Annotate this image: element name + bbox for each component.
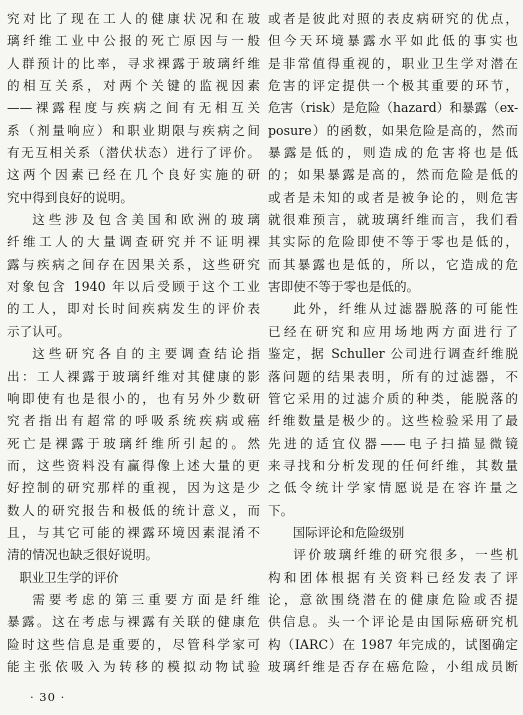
text-line: 有无互相关系（潜伏状态）进行了评价。 xyxy=(7,145,260,161)
text-line: 能主张依吸入为转移的模拟动物试验 xyxy=(7,658,260,674)
text-line: 危害（risk）是危险（hazard）和暴露（ex- xyxy=(268,100,519,116)
text-line: 对象包含 1940 年以后受顾于这个工业 xyxy=(7,279,260,295)
text-line: 是非常值得重视的，职业卫生学对潜在 xyxy=(268,55,518,71)
text-line: 这两个因素已经在几个良好实施的研 xyxy=(7,167,260,183)
text-line: 人群预计的比率，寻求裸露于玻璃纤维 xyxy=(7,55,260,71)
text-line: 构和团体根据有关资料已经发表了评 xyxy=(268,569,518,585)
text-line: 险时这些信息是重要的，尽管科学家可 xyxy=(7,636,260,652)
text-line: 管它采用的过滤介质的种类，能脱落的 xyxy=(268,390,518,406)
text-line: 危害的评定提供一个极其重要的环节， xyxy=(268,78,518,94)
text-line: 需要考虑的第三重要方面是纤维 xyxy=(32,591,260,607)
page-number: · 30 · xyxy=(30,690,66,704)
paragraph xyxy=(268,544,518,678)
right-column xyxy=(268,8,518,678)
text-line: ——裸露程度与疾病之间有无相互关 xyxy=(7,100,260,116)
text-line: 纤维工人的大量调查研究并不证明裸 xyxy=(7,234,260,250)
text-line: posure）的函数，如果危险是高的，然而 xyxy=(268,122,518,138)
text-line: 之低令统计学家情愿说是在容许量之 xyxy=(268,480,518,496)
paragraph xyxy=(268,298,518,521)
text-line: 构（IARC）在 1987 年完成的，试图确定 xyxy=(268,636,518,652)
text-line: 落问题的结果表明，所有的过滤器，不 xyxy=(268,368,518,384)
text-line: 数人的研究报告和极低的统计意义，而 xyxy=(7,502,260,518)
text-line: 害即使不等于零也是低的。 xyxy=(268,279,420,295)
text-line: 而，这些资料没有赢得像上述大量的更 xyxy=(7,457,260,473)
text-line: 论，意欲围绕潜在的健康危险或否提 xyxy=(268,591,518,607)
text-line: 评价玻璃纤维的研究很多，一些机 xyxy=(293,547,518,563)
text-line: 好控制的研究那样的重视，因为这是少 xyxy=(7,480,260,496)
text-line: 就很难预言，就玻璃纤维而言，我们看 xyxy=(268,212,518,228)
text-line: 已经在研究和应用场地两方面进行了 xyxy=(268,323,518,339)
text-line: 这些涉及包含美国和欧洲的玻璃 xyxy=(32,212,260,228)
text-line: 出：工人裸露于玻璃纤维对其健康的影 xyxy=(7,368,260,384)
text-line: 的工人，即对长时间疾病发生的评价表 xyxy=(7,301,260,317)
text-line: 且，与其它可能的裸露环境因素混淆不 xyxy=(7,524,260,540)
paragraph xyxy=(7,343,260,566)
text-line: 暴露是低的，则造成的危害将也是低 xyxy=(268,145,518,161)
text-line: 究对比了现在工人的健康状况和在玻 xyxy=(7,11,260,26)
text-line: 或者是彼此对照的表皮病研究的优点， xyxy=(268,11,518,26)
text-line: 这些研究各自的主要调查结论指 xyxy=(32,346,260,362)
section-heading-text: 国际评论和危险级别 xyxy=(292,524,405,540)
text-line: 的；如果暴露是高的，然而危险是低的 xyxy=(268,167,518,183)
text-line: 究中得到良好的说明。 xyxy=(7,189,133,205)
text-line: 先进的适宜仪器——电子扫描显微镜 xyxy=(268,435,518,451)
text-line: 死亡是裸露于玻璃纤维所引起的。然 xyxy=(7,435,260,451)
text-line: 此外，纤维从过滤器脱落的可能性 xyxy=(293,301,518,317)
text-line: 示了认可。 xyxy=(7,323,70,339)
text-line: 但今天环境暴露水平如此低的事实也 xyxy=(268,33,518,49)
text-line: 或者是未知的或者是被争论的，则危害 xyxy=(268,189,518,205)
section-heading-text: 职业卫生学的评价 xyxy=(19,569,119,585)
paragraph xyxy=(7,8,260,209)
text-line: 玻璃纤维是否存在癌危险，小组成员断 xyxy=(268,658,518,674)
text-line: 其实际的危险即使不等于零也是低的， xyxy=(268,234,518,250)
text-line: 响即使有也是很小的，也有另外少数研 xyxy=(7,390,260,406)
text-line: 暴露。这在考虑与裸露有关联的健康危 xyxy=(7,614,260,630)
text-line: 纤维数量是极少的。这些检验采用了最 xyxy=(268,413,518,429)
text-line: 璃纤维工业中公报的死亡原因与一般 xyxy=(7,33,260,49)
text-line: 而其暴露也是低的，所以，它造成的危 xyxy=(268,256,518,272)
section-heading xyxy=(7,567,260,589)
paragraph xyxy=(7,209,260,343)
text-line: 清的情况也缺乏很好说明。 xyxy=(7,547,159,563)
text-line: 的相互关系，对两个关键的监视因素 xyxy=(7,78,260,94)
left-column xyxy=(7,8,260,678)
text-line: 究者指出有超常的呼吸系统疾病或癌 xyxy=(7,413,260,429)
text-line: 来寻找和分析发现的任何纤维，其数量 xyxy=(268,457,518,473)
text-line: 下。 xyxy=(268,502,294,518)
paragraph xyxy=(7,589,260,678)
text-line: 露与疾病之间存在因果关系，这些研究 xyxy=(7,256,260,272)
section-heading xyxy=(268,522,518,544)
text-line: 鉴定，据 Schuller 公司进行调查纤维脱 xyxy=(268,346,518,362)
text-line: 系（剂量响应）和职业期限与疾病之间 xyxy=(7,122,260,138)
paragraph xyxy=(268,8,518,298)
text-line: 供信息。头一个评论是由国际癌研究机 xyxy=(268,614,518,630)
